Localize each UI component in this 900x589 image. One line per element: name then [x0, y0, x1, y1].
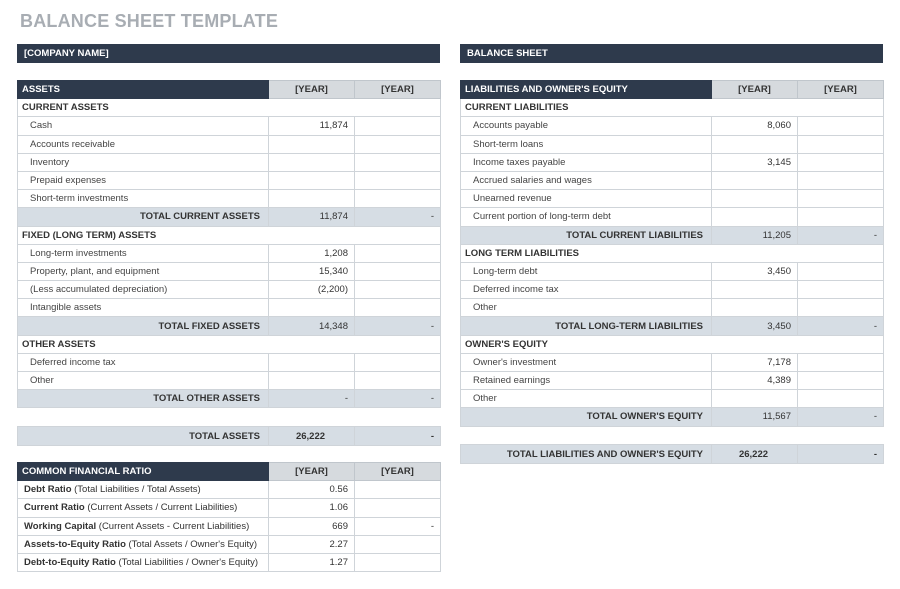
ratio-row [18, 553, 441, 571]
longterm-liability-value-year-2[interactable] [798, 299, 884, 317]
other-asset-value-year-2[interactable] [355, 353, 441, 371]
total-fixed-assets-row [18, 317, 441, 335]
current-asset-value-year-2[interactable] [355, 190, 441, 208]
other-asset-value-year-1[interactable] [269, 372, 355, 390]
current-liability-row [461, 153, 884, 171]
current-liability-value-year-2[interactable] [798, 135, 884, 153]
fixed-asset-label: Property, plant, and equipment [18, 262, 269, 280]
ratios-year-column-1[interactable]: [YEAR] [269, 463, 355, 481]
fixed-asset-label: (Less accumulated depreciation) [18, 281, 269, 299]
equity-item-label: Other [461, 390, 712, 408]
current-liability-value-year-1[interactable] [712, 208, 798, 226]
fixed-asset-value-year-2[interactable] [355, 281, 441, 299]
current-liability-value-year-2[interactable] [798, 208, 884, 226]
total-current-assets-y1: 11,874 [269, 208, 355, 226]
total-current-assets-label: TOTAL CURRENT ASSETS [18, 208, 269, 226]
total-other-assets-y2: - [355, 390, 441, 408]
current-asset-row [18, 171, 441, 189]
total-assets-y1: 26,222 [269, 427, 355, 446]
total-fixed-assets-y1: 14,348 [269, 317, 355, 335]
assets-header-row [18, 81, 441, 99]
fixed-asset-row [18, 262, 441, 280]
liabilities-table [460, 80, 884, 427]
current-asset-label: Prepaid expenses [18, 171, 269, 189]
other-asset-row [18, 372, 441, 390]
longterm-liabilities-title: LONG TERM LIABILITIES [461, 244, 884, 262]
current-asset-row [18, 190, 441, 208]
ratio-row [18, 517, 441, 535]
current-asset-value-year-2[interactable] [355, 153, 441, 171]
current-liability-row [461, 208, 884, 226]
ratio-value-year-1[interactable]: 1.06 [269, 499, 355, 517]
ratio-value-year-1[interactable]: 2.27 [269, 535, 355, 553]
current-liability-value-year-2[interactable] [798, 153, 884, 171]
total-owners-equity-label: TOTAL OWNER'S EQUITY [461, 408, 712, 426]
fixed-asset-row [18, 244, 441, 262]
equity-item-label: Retained earnings [461, 372, 712, 390]
owners-equity-title: OWNER'S EQUITY [461, 335, 884, 353]
ratio-row [18, 535, 441, 553]
total-fixed-assets-y2: - [355, 317, 441, 335]
current-liability-row [461, 171, 884, 189]
grand-total-y2: - [798, 445, 884, 464]
fixed-asset-value-year-1[interactable]: 15,340 [269, 262, 355, 280]
equity-item-value-year-1[interactable]: 7,178 [712, 353, 798, 371]
equity-item-value-year-2[interactable] [798, 353, 884, 371]
current-asset-label: Cash [18, 117, 269, 135]
current-liability-value-year-1[interactable]: 8,060 [712, 117, 798, 135]
ratio-formula: (Current Assets - Current Liabilities) [96, 520, 250, 532]
liab-year-column-2[interactable]: [YEAR] [798, 81, 884, 99]
longterm-liability-row [461, 262, 884, 280]
other-asset-value-year-1[interactable] [269, 353, 355, 371]
ratio-label [18, 517, 269, 535]
current-asset-value-year-1[interactable] [269, 153, 355, 171]
current-asset-value-year-2[interactable] [355, 117, 441, 135]
total-current-assets-y2: - [355, 208, 441, 226]
ratio-label [18, 553, 269, 571]
ratio-value-year-2[interactable]: - [355, 517, 441, 535]
equity-item-label: Owner's investment [461, 353, 712, 371]
ratio-name: Current Ratio [24, 502, 85, 514]
fixed-asset-row [18, 281, 441, 299]
longterm-liability-value-year-2[interactable] [798, 281, 884, 299]
total-current-liabilities-y1: 11,205 [712, 226, 798, 244]
longterm-liability-label: Long-term debt [461, 262, 712, 280]
total-longterm-liabilities-row [461, 317, 884, 335]
fixed-asset-value-year-2[interactable] [355, 262, 441, 280]
current-liability-label: Income taxes payable [461, 153, 712, 171]
other-asset-row [18, 353, 441, 371]
ratio-name: Debt Ratio [24, 484, 72, 496]
ratio-value-year-1[interactable]: 1.27 [269, 553, 355, 571]
other-asset-label: Other [18, 372, 269, 390]
fixed-asset-value-year-1[interactable]: 1,208 [269, 244, 355, 262]
total-current-liabilities-y2: - [798, 226, 884, 244]
liabilities-header-row [461, 81, 884, 99]
other-asset-value-year-2[interactable] [355, 372, 441, 390]
other-asset-label: Deferred income tax [18, 353, 269, 371]
equity-item-value-year-2[interactable] [798, 390, 884, 408]
ratio-value-year-2[interactable] [355, 553, 441, 571]
ratio-name: Assets-to-Equity Ratio [24, 538, 126, 550]
total-other-assets-row [18, 390, 441, 408]
equity-item-row [461, 390, 884, 408]
total-owners-equity-y1: 11,567 [712, 408, 798, 426]
longterm-liability-row [461, 281, 884, 299]
ratios-year-column-2[interactable]: [YEAR] [355, 463, 441, 481]
current-assets-title: CURRENT ASSETS [18, 99, 441, 117]
current-liability-value-year-2[interactable] [798, 117, 884, 135]
current-liability-value-year-2[interactable] [798, 190, 884, 208]
total-other-assets-label: TOTAL OTHER ASSETS [18, 390, 269, 408]
grand-total-table [460, 444, 884, 464]
year-column-1[interactable]: [YEAR] [269, 81, 355, 99]
equity-item-row [461, 372, 884, 390]
total-owners-equity-y2: - [798, 408, 884, 426]
longterm-liability-value-year-1[interactable]: 3,450 [712, 262, 798, 280]
total-owners-equity-row [461, 408, 884, 426]
current-liability-label: Current portion of long-term debt [461, 208, 712, 226]
grand-total-y1: 26,222 [712, 445, 798, 464]
ratio-row [18, 481, 441, 499]
longterm-liability-value-year-2[interactable] [798, 262, 884, 280]
ratios-header-row [18, 463, 441, 481]
current-asset-row [18, 117, 441, 135]
longterm-liability-value-year-1[interactable] [712, 299, 798, 317]
ratio-value-year-2[interactable] [355, 499, 441, 517]
longterm-liability-row [461, 299, 884, 317]
current-asset-value-year-1[interactable] [269, 135, 355, 153]
total-assets-y2: - [355, 427, 441, 446]
ratio-label [18, 499, 269, 517]
ratio-row [18, 499, 441, 517]
total-current-liabilities-row [461, 226, 884, 244]
equity-item-value-year-1[interactable]: 4,389 [712, 372, 798, 390]
current-liability-value-year-1[interactable] [712, 135, 798, 153]
total-current-liabilities-label: TOTAL CURRENT LIABILITIES [461, 226, 712, 244]
current-liability-value-year-1[interactable]: 3,145 [712, 153, 798, 171]
liab-year-column-1[interactable]: [YEAR] [712, 81, 798, 99]
total-assets-row [18, 427, 441, 446]
total-other-assets-y1: - [269, 390, 355, 408]
current-liabilities-title: CURRENT LIABILITIES [461, 99, 884, 117]
grand-total-row [461, 445, 884, 464]
fixed-assets-title: FIXED (LONG TERM) ASSETS [18, 226, 441, 244]
longterm-liability-value-year-1[interactable] [712, 281, 798, 299]
current-liability-row [461, 117, 884, 135]
longterm-liability-label: Deferred income tax [461, 281, 712, 299]
fixed-asset-value-year-2[interactable] [355, 244, 441, 262]
ratio-formula: (Total Liabilities / Owner's Equity) [115, 557, 259, 569]
total-longterm-liabilities-y2: - [798, 317, 884, 335]
current-liability-label: Unearned revenue [461, 190, 712, 208]
current-liability-label: Short-term loans [461, 135, 712, 153]
ratio-name: Debt-to-Equity Ratio [24, 557, 116, 569]
equity-item-value-year-1[interactable] [712, 390, 798, 408]
balance-sheet-bar: BALANCE SHEET [460, 44, 883, 63]
total-longterm-liabilities-label: TOTAL LONG-TERM LIABILITIES [461, 317, 712, 335]
current-asset-value-year-2[interactable] [355, 171, 441, 189]
year-column-2[interactable]: [YEAR] [355, 81, 441, 99]
ratio-label [18, 481, 269, 499]
current-asset-value-year-1[interactable] [269, 171, 355, 189]
ratio-name: Working Capital [24, 520, 97, 532]
current-liability-value-year-1[interactable] [712, 171, 798, 189]
equity-item-value-year-2[interactable] [798, 372, 884, 390]
current-asset-row [18, 135, 441, 153]
fixed-asset-label: Intangible assets [18, 299, 269, 317]
current-asset-value-year-1[interactable]: 11,874 [269, 117, 355, 135]
other-assets-title: OTHER ASSETS [18, 335, 441, 353]
total-fixed-assets-label: TOTAL FIXED ASSETS [18, 317, 269, 335]
total-assets-table [17, 426, 441, 446]
current-asset-row [18, 153, 441, 171]
assets-header: ASSETS [18, 81, 269, 99]
current-liability-value-year-1[interactable] [712, 190, 798, 208]
current-asset-label: Accounts receivable [18, 135, 269, 153]
ratios-header: COMMON FINANCIAL RATIO [18, 463, 269, 481]
grand-total-label: TOTAL LIABILITIES AND OWNER'S EQUITY [461, 445, 712, 464]
current-asset-value-year-1[interactable] [269, 190, 355, 208]
current-liability-row [461, 190, 884, 208]
ratio-formula: (Total Assets / Owner's Equity) [125, 538, 258, 550]
fixed-asset-value-year-2[interactable] [355, 299, 441, 317]
equity-item-row [461, 353, 884, 371]
current-asset-label: Short-term investments [18, 190, 269, 208]
fixed-asset-label: Long-term investments [18, 244, 269, 262]
company-name-bar[interactable]: [COMPANY NAME] [17, 44, 440, 63]
ratio-value-year-2[interactable] [355, 535, 441, 553]
ratio-value-year-1[interactable]: 669 [269, 517, 355, 535]
fixed-asset-value-year-1[interactable]: (2,200) [269, 281, 355, 299]
current-liability-label: Accounts payable [461, 117, 712, 135]
ratio-value-year-2[interactable] [355, 481, 441, 499]
ratio-value-year-1[interactable]: 0.56 [269, 481, 355, 499]
total-assets-label: TOTAL ASSETS [18, 427, 269, 446]
total-longterm-liabilities-y1: 3,450 [712, 317, 798, 335]
ratios-table [17, 462, 441, 572]
current-liability-row [461, 135, 884, 153]
current-asset-value-year-2[interactable] [355, 135, 441, 153]
current-asset-label: Inventory [18, 153, 269, 171]
fixed-asset-value-year-1[interactable] [269, 299, 355, 317]
page-title: BALANCE SHEET TEMPLATE [20, 11, 279, 31]
ratio-formula: (Total Liabilities / Total Assets) [71, 484, 201, 496]
current-liability-value-year-2[interactable] [798, 171, 884, 189]
fixed-asset-row [18, 299, 441, 317]
ratio-formula: (Current Assets / Current Liabilities) [84, 502, 238, 514]
assets-table [17, 80, 441, 408]
current-liability-label: Accrued salaries and wages [461, 171, 712, 189]
total-current-assets-row [18, 208, 441, 226]
liabilities-header: LIABILITIES AND OWNER'S EQUITY [461, 81, 712, 99]
ratio-label [18, 535, 269, 553]
longterm-liability-label: Other [461, 299, 712, 317]
